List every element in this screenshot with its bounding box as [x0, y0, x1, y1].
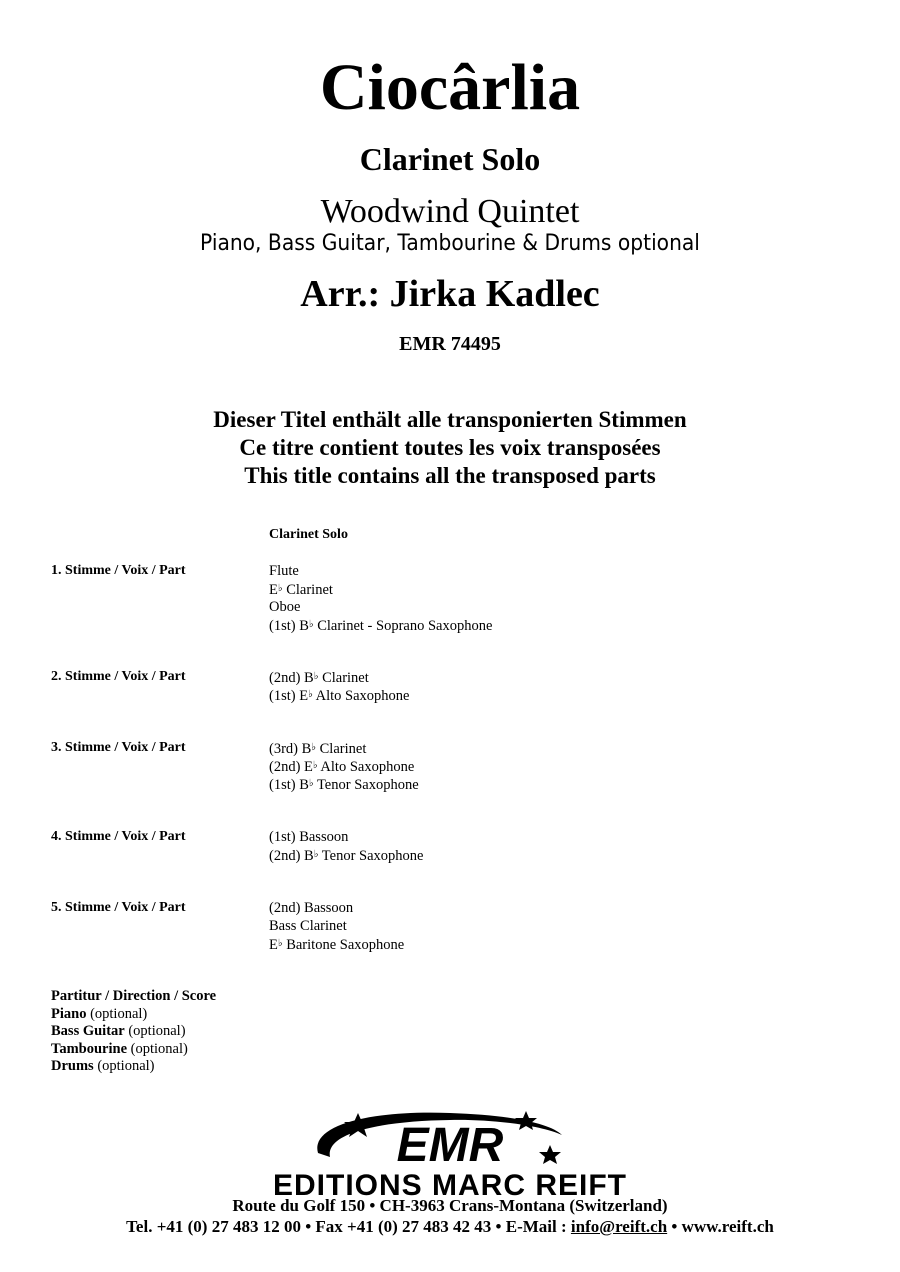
score-extras	[51, 988, 216, 1076]
catalog-code: EMR 74495	[399, 333, 501, 355]
notice-en: This title contains all the transposed parts	[244, 463, 656, 488]
flat-symbol: ♭	[308, 689, 313, 700]
subtitle: Clarinet Solo	[359, 141, 541, 177]
instrument-item: (1st) B♭ Clarinet - Soprano Saxophone	[269, 618, 493, 634]
logo-text: EMR	[396, 1119, 504, 1172]
part-label-1: 1. Stimme / Voix / Part	[51, 563, 186, 578]
bass-guitar-line: Bass Guitar (optional)	[51, 1023, 186, 1039]
transposition-notice	[0, 406, 900, 490]
instrument-item: (2nd) Bassoon	[269, 900, 354, 916]
instrument-item: (1st) Bassoon	[269, 829, 349, 845]
publisher-contact	[0, 1217, 900, 1237]
instrument-item: Flute	[269, 563, 299, 579]
optional-instruments: Piano, Bass Guitar, Tambourine & Drums optional	[200, 231, 700, 256]
instrument-item: (2nd) B♭ Clarinet	[269, 670, 369, 686]
publisher-address: Route du Golf 150 • CH-3963 Crans-Montana (Switzerland)	[232, 1196, 668, 1215]
instrument-item: E♭ Clarinet	[269, 582, 333, 598]
email-link[interactable]: info@reift.ch	[570, 1217, 668, 1236]
piano-line: Piano (optional)	[51, 1005, 148, 1022]
instrument-item: (2nd) B♭ Tenor Saxophone	[269, 848, 424, 864]
part-label-3: 3. Stimme / Voix / Part	[51, 740, 186, 755]
part-instruments-2	[269, 668, 409, 704]
emr-logo	[300, 1105, 600, 1175]
publisher-name: EDITIONS MARC REIFT	[273, 1169, 627, 1202]
flat-symbol: ♭	[277, 938, 283, 949]
notice-fr: Ce titre contient toutes les voix transposées	[239, 435, 661, 460]
flat-symbol: ♭	[312, 760, 318, 771]
instrument-item: (2nd) E♭ Alto Saxophone	[269, 759, 415, 775]
website[interactable]: • www.reift.ch	[667, 1217, 774, 1236]
flat-symbol: ♭	[277, 583, 283, 594]
tambourine-line: Tambourine (optional)	[51, 1040, 188, 1057]
star-right-top-icon	[515, 1111, 537, 1130]
part-instruments-5	[269, 899, 404, 953]
instrument-item: Bass Clarinet	[269, 918, 347, 934]
arranger: Arr.: Jirka Kadlec	[300, 273, 600, 315]
part-instruments-4	[269, 828, 423, 864]
instrument-item: (1st) B♭ Tenor Saxophone	[269, 777, 419, 793]
part-instruments-3	[269, 739, 419, 793]
flat-symbol: ♭	[313, 671, 319, 682]
flat-symbol: ♭	[311, 742, 317, 753]
contact-phone-fax: Tel. +41 (0) 27 483 12 00 • Fax +41 (0) 27 483 42 43 • E-Mail :	[126, 1217, 571, 1236]
score-label: Partitur / Direction / Score	[51, 988, 217, 1004]
instrument-item: E♭ Baritone Saxophone	[269, 937, 405, 953]
instrument-item: Oboe	[269, 599, 301, 615]
star-right-bottom-icon	[539, 1145, 561, 1164]
part-label-5: 5. Stimme / Voix / Part	[51, 900, 186, 915]
parts-header: Clarinet Solo	[269, 527, 348, 542]
flat-symbol: ♭	[313, 849, 319, 860]
title: Ciocârlia	[319, 51, 581, 124]
instrument-item: (1st) E♭ Alto Saxophone	[269, 688, 410, 704]
flat-symbol: ♭	[308, 778, 314, 789]
flat-symbol: ♭	[308, 619, 314, 630]
instrument-item: (3rd) B♭ Clarinet	[269, 741, 367, 757]
part-label-4: 4. Stimme / Voix / Part	[51, 829, 186, 844]
drums-line: Drums (optional)	[51, 1058, 155, 1074]
part-label-2: 2. Stimme / Voix / Part	[51, 669, 186, 684]
part-instruments-1	[269, 562, 492, 634]
notice-de: Dieser Titel enthält alle transponierten Stimmen	[213, 407, 687, 432]
ensemble: Woodwind Quintet	[320, 193, 580, 230]
